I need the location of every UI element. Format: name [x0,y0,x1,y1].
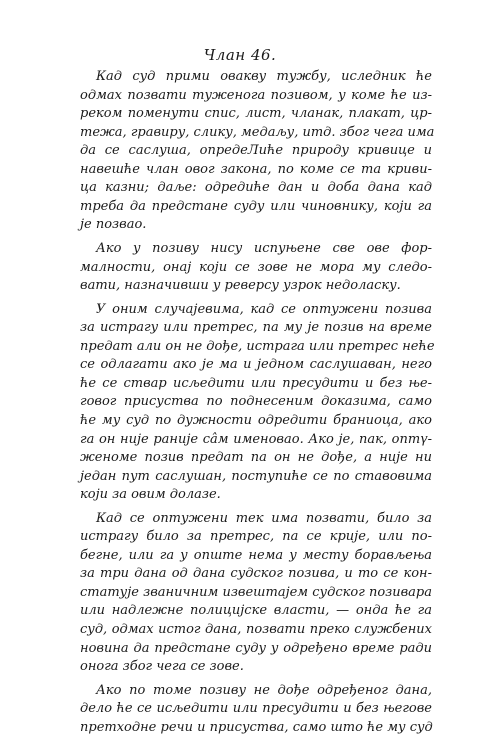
paragraph-1-line-8: треба да предстане суду или чиновнику, који га [80,198,432,214]
paragraph-3-line-6: говог присуства по поднесеним доказима, само [80,394,432,410]
paragraph-3-line-10: један пут саслушан, поступиће се по ставовима [80,468,432,484]
paragraph-1-line-7: ца казни; даље: одредиће дан и доба дана кад [80,180,432,196]
paragraph-5-line-3: претходне речи и присуства, само што ће му суд [80,719,433,735]
paragraph-3-line-9: женоме позив предат па он не дође, а није ни [80,450,432,465]
article-heading: Члан 46. [203,46,277,64]
paragraph-1-line-2: одмах позвати туженога позивом, у коме ће из- [80,87,432,103]
paragraph-3-line-8: га он није раније сâм именовао. Ако је, пак, оптү- [80,431,432,447]
paragraph-4-line-3: бегне, или га у опште нема у месту борављења [80,547,432,563]
paragraph-3-line-1: У оним случајевима, кад се оптужени позива [96,301,432,317]
paragraph-2-line-2: малности, онај који се зове не мора му следо- [80,259,432,275]
paragraph-4-line-4: за три дана од дана судског позива, и то се кон- [80,566,432,582]
paragraph-2-line-3: вати, назначивши у реверсу узрок недоласку. [80,278,401,294]
paragraph-1-line-1: Кад суд прими овакву тужбу, иследник ће [96,69,432,84]
paragraph-1-line-3: реком поменути спис, лист, чланак, плакат, цр- [80,106,432,122]
paragraph-3-line-3: предат али он не дође, истрага или претрес неће [80,338,435,354]
paragraph-3-line-7: ће му суд по дужности одредити браниоца, ако [80,412,432,428]
paragraph-3-line-5: ће се ствар исљедити или пресудити и без ње- [80,375,432,391]
paragraph-1-line-9: је позвао. [80,217,147,233]
paragraph-4-line-6: или надлежне полицијске власти, — онда ће га [80,603,432,619]
paragraph-5-line-1: Ако по томе позиву не дође одређеног дана, [96,682,432,698]
paragraph-4-line-2: истрагу било за претрес, па се крије, или по- [80,529,432,545]
paragraph-3-line-2: за истрагу или претрес, па му је позив на време [80,320,432,336]
paragraph-3-line-11: који за овим долазе. [80,487,221,503]
paragraph-4-line-9: онога због чега се зове. [80,659,244,674]
paragraph-5-line-2: дело ће се исљедити или пресудити и без његове [80,701,432,717]
paragraph-4-line-8: новина да предстане суду у одређено време ради [80,640,432,656]
paragraph-1-line-6: навешће члан овог закона, по коме се та криви- [80,161,432,177]
paragraph-2-line-1: Ако у позиву нису испуњене све ове фор- [96,241,432,256]
paragraph-1-line-4: тежа, гравиру, слику, медаљу, итд. због чега има [80,124,435,140]
paragraph-4-line-1: Кад се оптужени тек има позвати, било за [96,510,432,526]
paragraph-3-line-4: се одлагати ако је ма и једном саслушаван, него [80,357,432,373]
paragraph-4-line-5: статује званичним извештајем судског позивара [80,584,432,600]
paragraph-4-line-7: суд, одмах истог дана, позвати преко службених [80,621,432,637]
paragraph-1-line-5: да се саслуша, опредеЛиће природу кривице и [80,143,432,159]
